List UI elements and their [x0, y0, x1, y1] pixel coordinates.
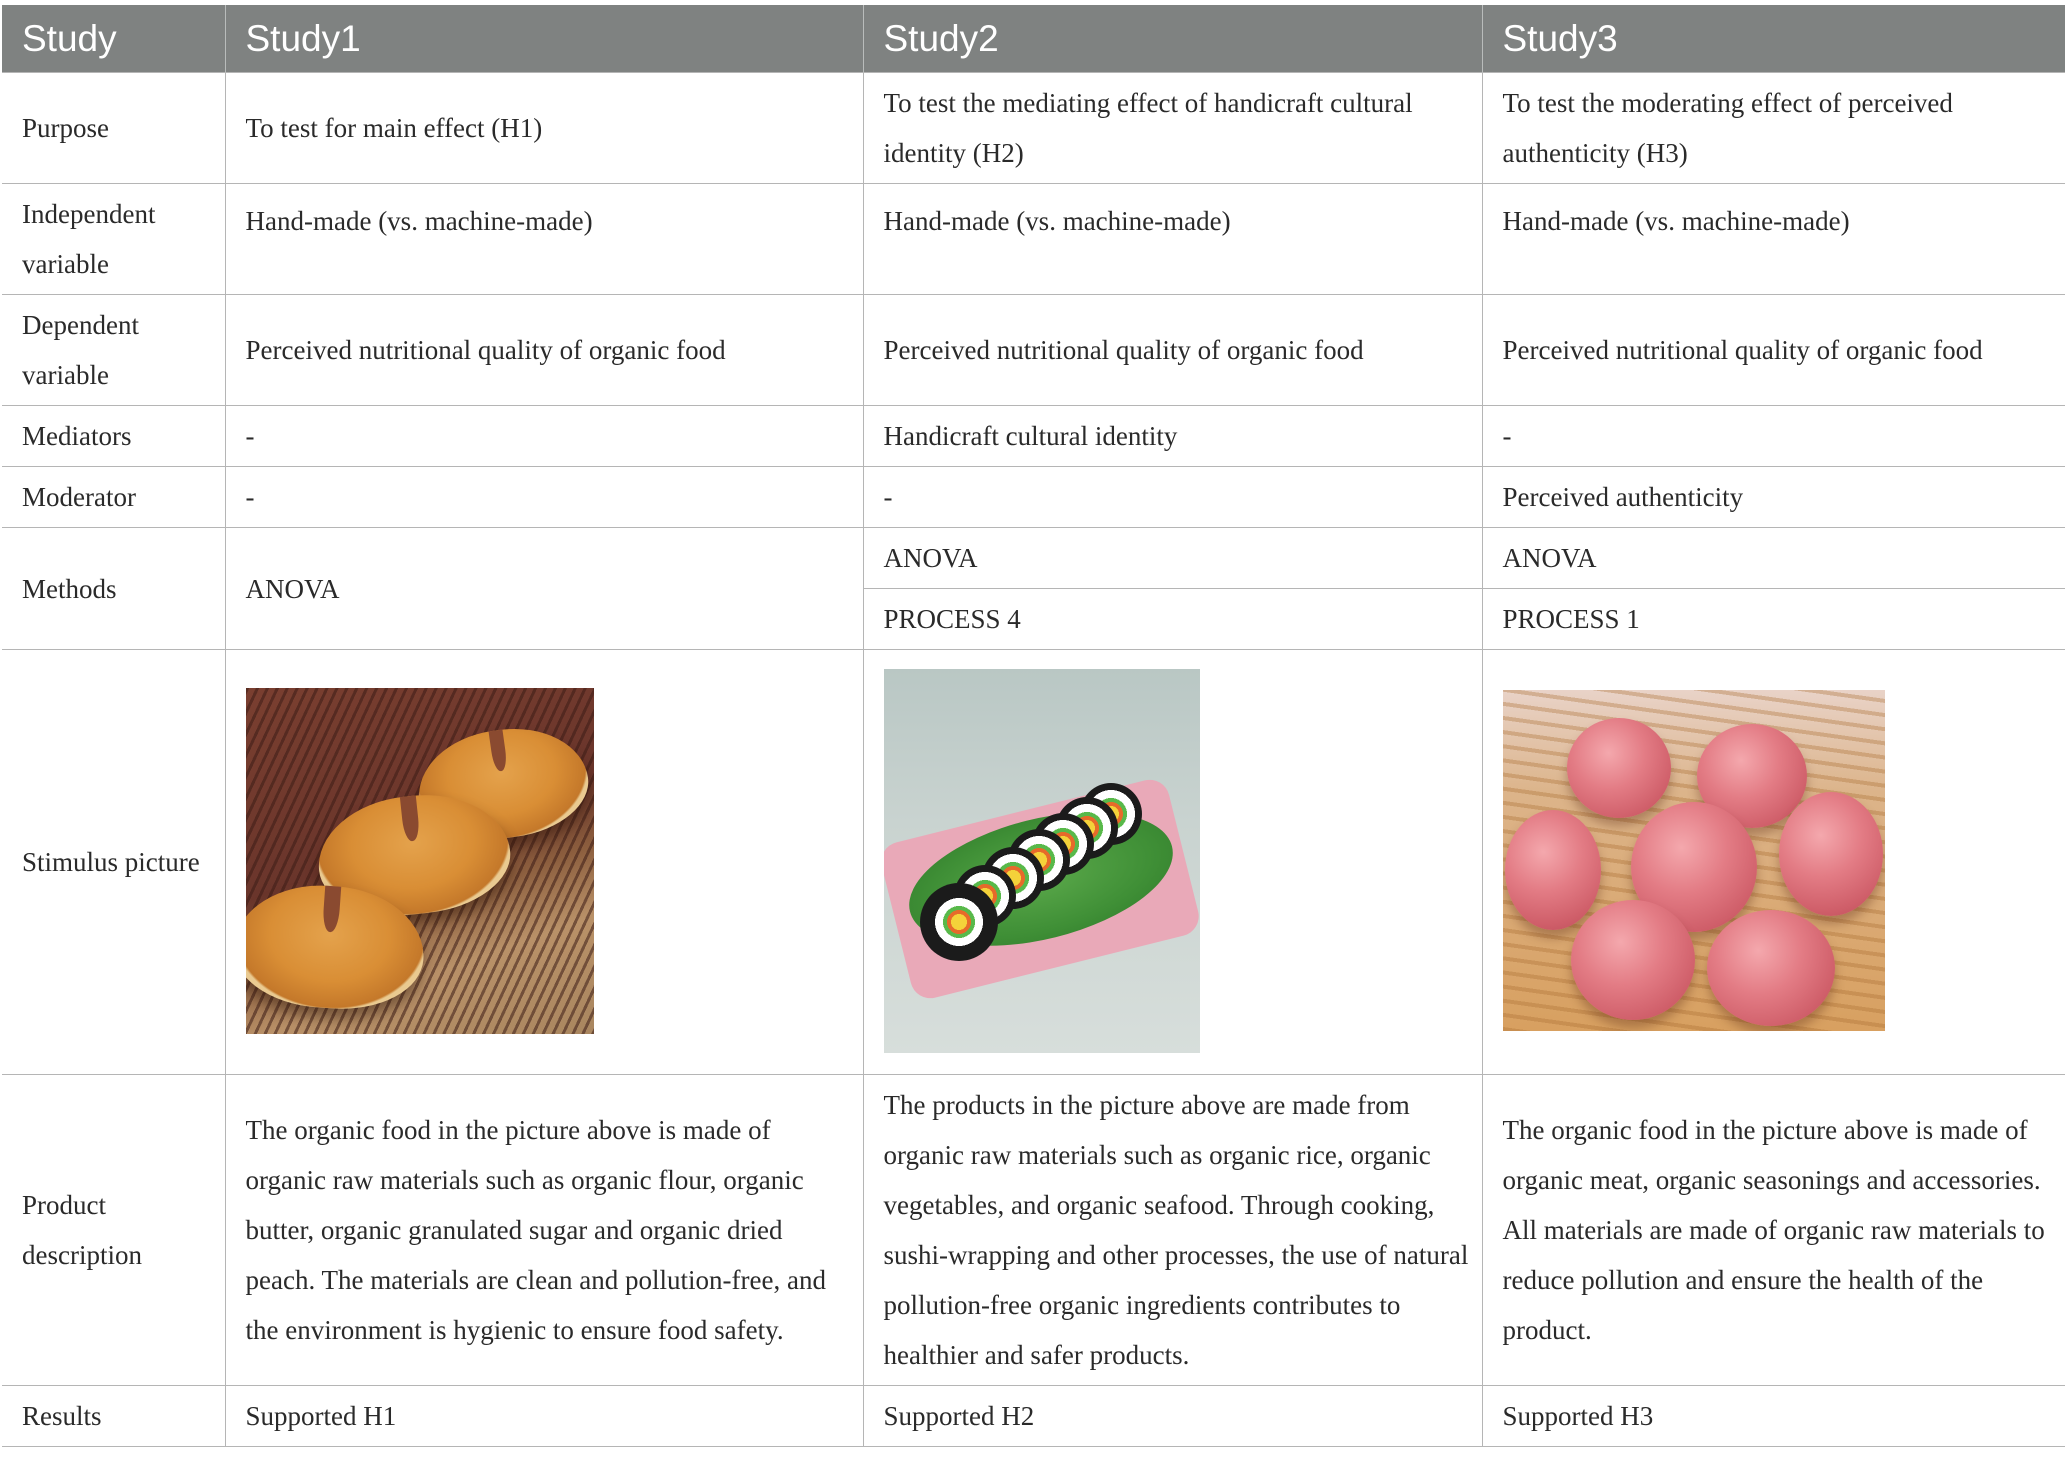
row-stimulus-picture: [2, 650, 2065, 1075]
row-results: [2, 1386, 2065, 1447]
cell-independent-study1: Hand-made (vs. machine-made): [225, 184, 863, 295]
row-label-stimulus: Stimulus picture: [2, 650, 225, 1075]
cell-stimulus-study1: [225, 650, 863, 1075]
cell-purpose-study1: To test for main effect (H1): [225, 73, 863, 184]
cell-stimulus-study2: [863, 650, 1482, 1075]
cell-methods-study3-anova: ANOVA: [1482, 528, 2065, 589]
header-study3: Study3: [1482, 5, 2065, 73]
cell-methods-study2-process: PROCESS 4: [863, 589, 1482, 650]
cell-moderator-study2: -: [863, 467, 1482, 528]
cookies-photo-icon: [246, 688, 594, 1034]
cell-independent-study3: Hand-made (vs. machine-made): [1482, 184, 2065, 295]
cell-mediators-study3: -: [1482, 406, 2065, 467]
cell-methods-study3-process: PROCESS 1: [1482, 589, 2065, 650]
cell-description-study1: The organic food in the picture above is made of organic raw materials such as organic flour, organic butter, organic granulated sugar and organic dried peach. The materials are clean and pollution-free, and the environment is hygienic to ensure food safety.: [225, 1075, 863, 1386]
row-dependent-variable: [2, 295, 2065, 406]
row-independent-variable: [2, 184, 2065, 295]
cell-methods-study2-anova: ANOVA: [863, 528, 1482, 589]
cell-moderator-study3: Perceived authenticity: [1482, 467, 2065, 528]
header-row: [2, 5, 2065, 73]
header-study: Study: [2, 5, 225, 73]
sushi-photo-icon: [884, 669, 1200, 1053]
row-product-description: [2, 1075, 2065, 1386]
row-label-dependent: Dependent variable: [2, 295, 225, 406]
cell-results-study1: Supported H1: [225, 1386, 863, 1447]
cell-results-study2: Supported H2: [863, 1386, 1482, 1447]
row-label-purpose: Purpose: [2, 73, 225, 184]
cell-description-study3: The organic food in the picture above is made of organic meat, organic seasonings and accessories. All materials are made of organic raw materials to reduce pollution and ensure the health of the product.: [1482, 1075, 2065, 1386]
row-methods-a: [2, 528, 2065, 589]
row-label-mediators: Mediators: [2, 406, 225, 467]
cell-description-study2: The products in the picture above are made from organic raw materials such as organic rice, organic vegetables, and organic seafood. Through cooking, sushi-wrapping and other processes, the use of natural pollution-free organic ingredients contributes to healthier and safer products.: [863, 1075, 1482, 1386]
cell-dependent-study3: Perceived nutritional quality of organic food: [1482, 295, 2065, 406]
cell-results-study3: Supported H3: [1482, 1386, 2065, 1447]
cell-dependent-study1: Perceived nutritional quality of organic food: [225, 295, 863, 406]
study-table: [2, 5, 2065, 1447]
row-mediators: [2, 406, 2065, 467]
row-label-results: Results: [2, 1386, 225, 1447]
cell-methods-study1: ANOVA: [225, 528, 863, 650]
row-label-independent: Independent variable: [2, 184, 225, 295]
cell-purpose-study3: To test the moderating effect of perceived authenticity (H3): [1482, 73, 2065, 184]
meatballs-photo-icon: [1503, 690, 1885, 1031]
cell-independent-study2: Hand-made (vs. machine-made): [863, 184, 1482, 295]
cell-mediators-study1: -: [225, 406, 863, 467]
header-study1: Study1: [225, 5, 863, 73]
row-label-methods: Methods: [2, 528, 225, 650]
cell-mediators-study2: Handicraft cultural identity: [863, 406, 1482, 467]
cell-dependent-study2: Perceived nutritional quality of organic food: [863, 295, 1482, 406]
row-moderator: [2, 467, 2065, 528]
row-label-description: Product description: [2, 1075, 225, 1386]
cell-purpose-study2: To test the mediating effect of handicraft cultural identity (H2): [863, 73, 1482, 184]
cell-moderator-study1: -: [225, 467, 863, 528]
cell-stimulus-study3: [1482, 650, 2065, 1075]
header-study2: Study2: [863, 5, 1482, 73]
row-label-moderator: Moderator: [2, 467, 225, 528]
row-purpose: [2, 73, 2065, 184]
